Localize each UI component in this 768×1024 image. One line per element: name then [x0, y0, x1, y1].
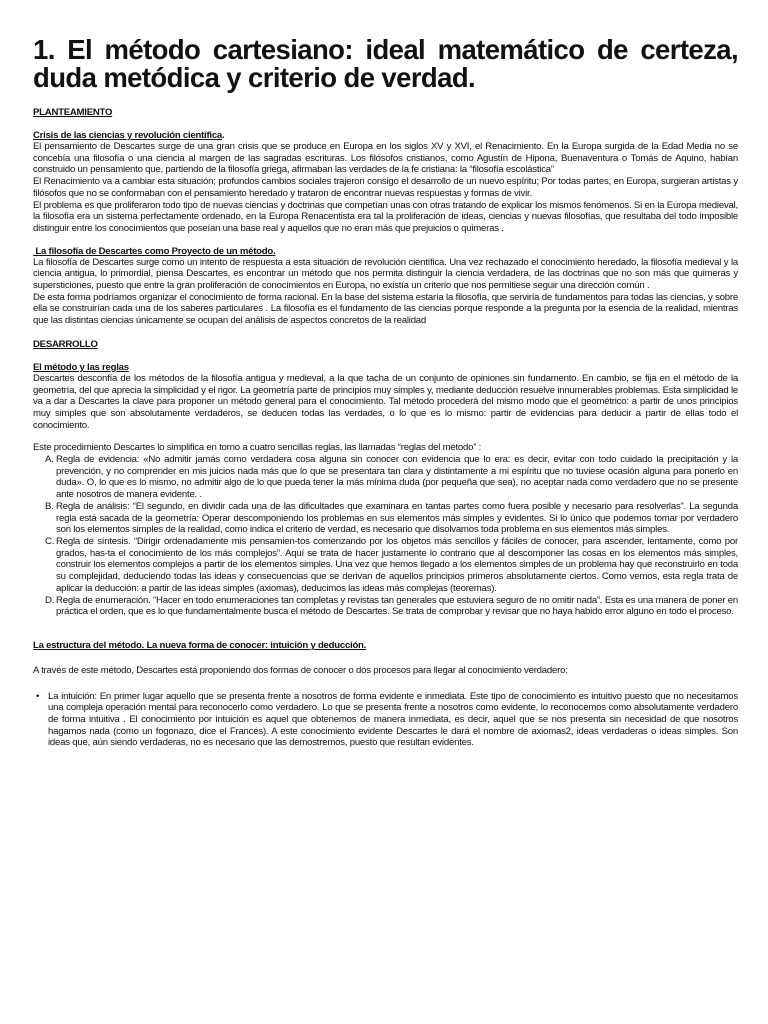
- paragraph: De esta forma podríamos organizar el conocimiento de forma racional. En la base del sistema estaría la filosofía, que serviría de fundamentos para todas las ciencias, y sobre ella se construirían cada una de los saberes particulares . La filosofía es el fundamento de las ciencias porque responde a la pregunta por la esencia de la realidad, mientras que las distintas ciencias únicamente se ocupan del análisis de aspectos concretos de la realidad: [33, 291, 738, 327]
- list-marker: C.: [45, 535, 55, 547]
- list-item: [33, 595, 738, 618]
- document-page: [33, 36, 738, 749]
- paragraph: Descartes desconfía de los métodos de la filosofía antigua y medieval, a la que tacha de un conjunto de opiniones sin fundamento. En cambio, se fija en el método de la geometría, del que aprecia la simplicidad y el rigor. La geometría parte de principios muy simples y, mediante deducción resuelve innumerables problemas. Esta simplicidad le va a dar a Descartes la clave para proponer un método general para el conocimiento. Tal método procederá del mismo modo que el geométrico: a partir de unos principios muy simples que son absolutamente verdaderos, se deducen todas las verdades, o lo que es lo mismo: partir de evidencias para deducir a partir de ellas todo el conocimiento.: [33, 372, 738, 431]
- list-item: [33, 501, 738, 536]
- estructura-intro: A través de este método, Descartes está proponiendo dos formas de conocer o dos procesos para llegar al conocimiento verdadero:: [33, 664, 568, 676]
- subheading-metodo: El método y las reglas: [33, 361, 129, 373]
- paragraph: El pensamiento de Descartes surge de una gran crisis que se produce en Europa en los siglos XV y XVI, el Renacimiento. En la Europa surgida de la Edad Media no se concebía una filosofía o una ciencia al margen de las sagradas escrituras. Los filósofos cristianos, como Agustín de Hipona, Buenaventura o Tomás de Aquino, habían construido un pensamiento que, partiendo de la filosofía griega, afirmaban las verdades de la fe cristiana: la “filosofía escolástica”: [33, 141, 738, 176]
- list-item: [33, 691, 738, 750]
- subheading-crisis-text: Crisis de las ciencias y revolución científica: [33, 130, 222, 141]
- list-item-text: La intuición: En primer lugar aquello que se presenta frente a nosotros de forma evidente e inmediata. Este tipo de conocimiento es intuitivo puesto que no necesitamos una compleja operación mental para reconocerlo como verdadero. Lo que se presenta frente a nosotros como evidente, lo reconocemos como absolutamente verdadero de forma intuitiva . El conocimiento por intuición es aquel que obtenemos de manera inmediata, es decir, aquel que se nos presenta sin necesidad de que nosotros hagamos nada (como un fogonazo, dice el Francés). A este conocimiento evidente Descartes le dará el nombre de axiomas2, ideas verdaderas o ideas simples. Son ideas que, aún siendo verdaderas, no es necesario que las demostremos, puesto que resultan evidentes.: [48, 690, 738, 749]
- list-item: [33, 536, 738, 595]
- list-item: [33, 454, 738, 501]
- list-marker: A.: [45, 454, 54, 466]
- paragraph: La filosofía de Descartes surge como un intento de respuesta a esta situación de revolución científica. Una vez rechazado el conocimiento heredado, la filosofía medieval y la ciencia antigua, lo primordial, piensa Descartes, es encontrar un método que nos permita distinguir la ciencia verdadera, de las doctrinas que no son más que quimeras y supersticiones, puesto que entre la gran proliferación de conocimientos en Europa, no existía un criterio que nos permitiese seguir una dirección común .: [33, 256, 738, 292]
- list-item-text: Regla de evidencia: «No admitir jamás como verdadera cosa alguna sin conocer con evidencia que lo era: es decir, evitar con todo cuidado la precipitación y la prevención, y no comprender en mis juicios nada más que lo que se presentara tan clara y distintamente a mi espíritu que no tuviese ocasión alguna para ponerlo en duda». O, lo que es lo mismo, no admitir algo de lo que pueda tener la más mínima duda (por pequeña que sea), no aceptar nada como verdadero que no se presente ante nosotros de manera evidente. .: [56, 454, 738, 501]
- subheading-crisis: [33, 130, 738, 141]
- reglas-list: [33, 454, 738, 618]
- subheading-estructura: La estructura del método. La nueva forma de conocer: intuición y deducción.: [33, 639, 367, 651]
- list-item-text: Regla de enumeración. “Hacer en todo enumeraciones tan completas y revistas tan generales que estuviera seguro de no omitir nada”. Esta es una manera de poner en práctica el orden, que es lo que fundamentalmente busca el método de Descartes. Se trata de comprobar y revisar que no haya habido error alguno en todo el proceso.: [56, 594, 738, 618]
- section-heading-planteamiento: PLANTEAMIENTO: [33, 107, 113, 118]
- list-item-text: Regla de análisis: “El segundo, en dividir cada una de las dificultades que examinara en tantas partes como fuera posible y necesario para resolverlas”. La segunda regla está sacada de la geometría: Operar descomponiendo los problemas en sus elementos más simples y evidentes. Si lo único que podemos tomar por verdadero son los elementos simples de la realidad, como indica el criterio de verdad, es necesario que disolvamos toda problema en sus elementos más simples.: [56, 500, 738, 536]
- reglas-intro: Este procedimiento Descartes lo simplifica en torno a cuatro sencillas reglas, las llamadas “reglas del método” :: [33, 442, 482, 454]
- paragraph: El problema es que proliferaron todo tipo de nuevas ciencias y doctrinas que competían unas con otras tratando de explicar los mismos fenómenos. Si en la Europa medieval, la filosofía era un sistema perfectamente ordenado, en la Europa Renacentista era tal la proliferación de ideas, ciencias y nuevas filosofías, que resultaba del todo imposible distinguir entre los conocimientos que poseían una base real y aquellos que no eran más que prejuicios o quimeras .: [33, 199, 738, 234]
- subheading-crisis-tail: .: [222, 130, 225, 141]
- list-marker: D.: [45, 594, 55, 606]
- document-title: 1. El método cartesiano: ideal matemático de certeza, duda metódica y criterio de verdad.: [33, 34, 738, 93]
- paragraph: El Renacimiento va a cambiar esta situación; profundos cambios sociales trajeron consigo el desarrollo de un nuevo espíritu; Por todas partes, en Europa, surgieran artistas y filósofos que no se conformaban con el pensamiento heredado y trataron de encontrar nuevas respuestas y formas de vivir.: [33, 176, 738, 199]
- section-heading-desarrollo: DESARROLLO: [33, 338, 98, 350]
- bullet-list: [33, 691, 738, 750]
- list-item-text: Regla de síntesis. “Dirigir ordenadamente mis pensamien-tos comenzando por los objetos más sencillos y fáciles de conocer, para ascender, lentamente, como por grados, has-ta el conocimiento de los más complejos”. Aquí se trata de hacer justamente lo contrario que al descomponer las cosas en los elementos más simples, construir los elementos complejos a partir de los elementos simples. Una vez que hemos llegado a los elementos simples de un problema hay que reconstruirlo en toda su complejidad, deduciendo todas las ideas y consecuencias que se derivan de aquellos principios primeros absolutamente ciertos. Como vemos, esta regla trata de aplicar la deducción: a partir de las ideas simples (axiomas), deducimos las ideas más complejas (teoremas).: [56, 535, 738, 594]
- list-marker: B.: [45, 500, 54, 512]
- subheading-proyecto: La filosofía de Descartes como Proyecto de un método.: [33, 245, 276, 257]
- bullet-marker: •: [36, 690, 40, 702]
